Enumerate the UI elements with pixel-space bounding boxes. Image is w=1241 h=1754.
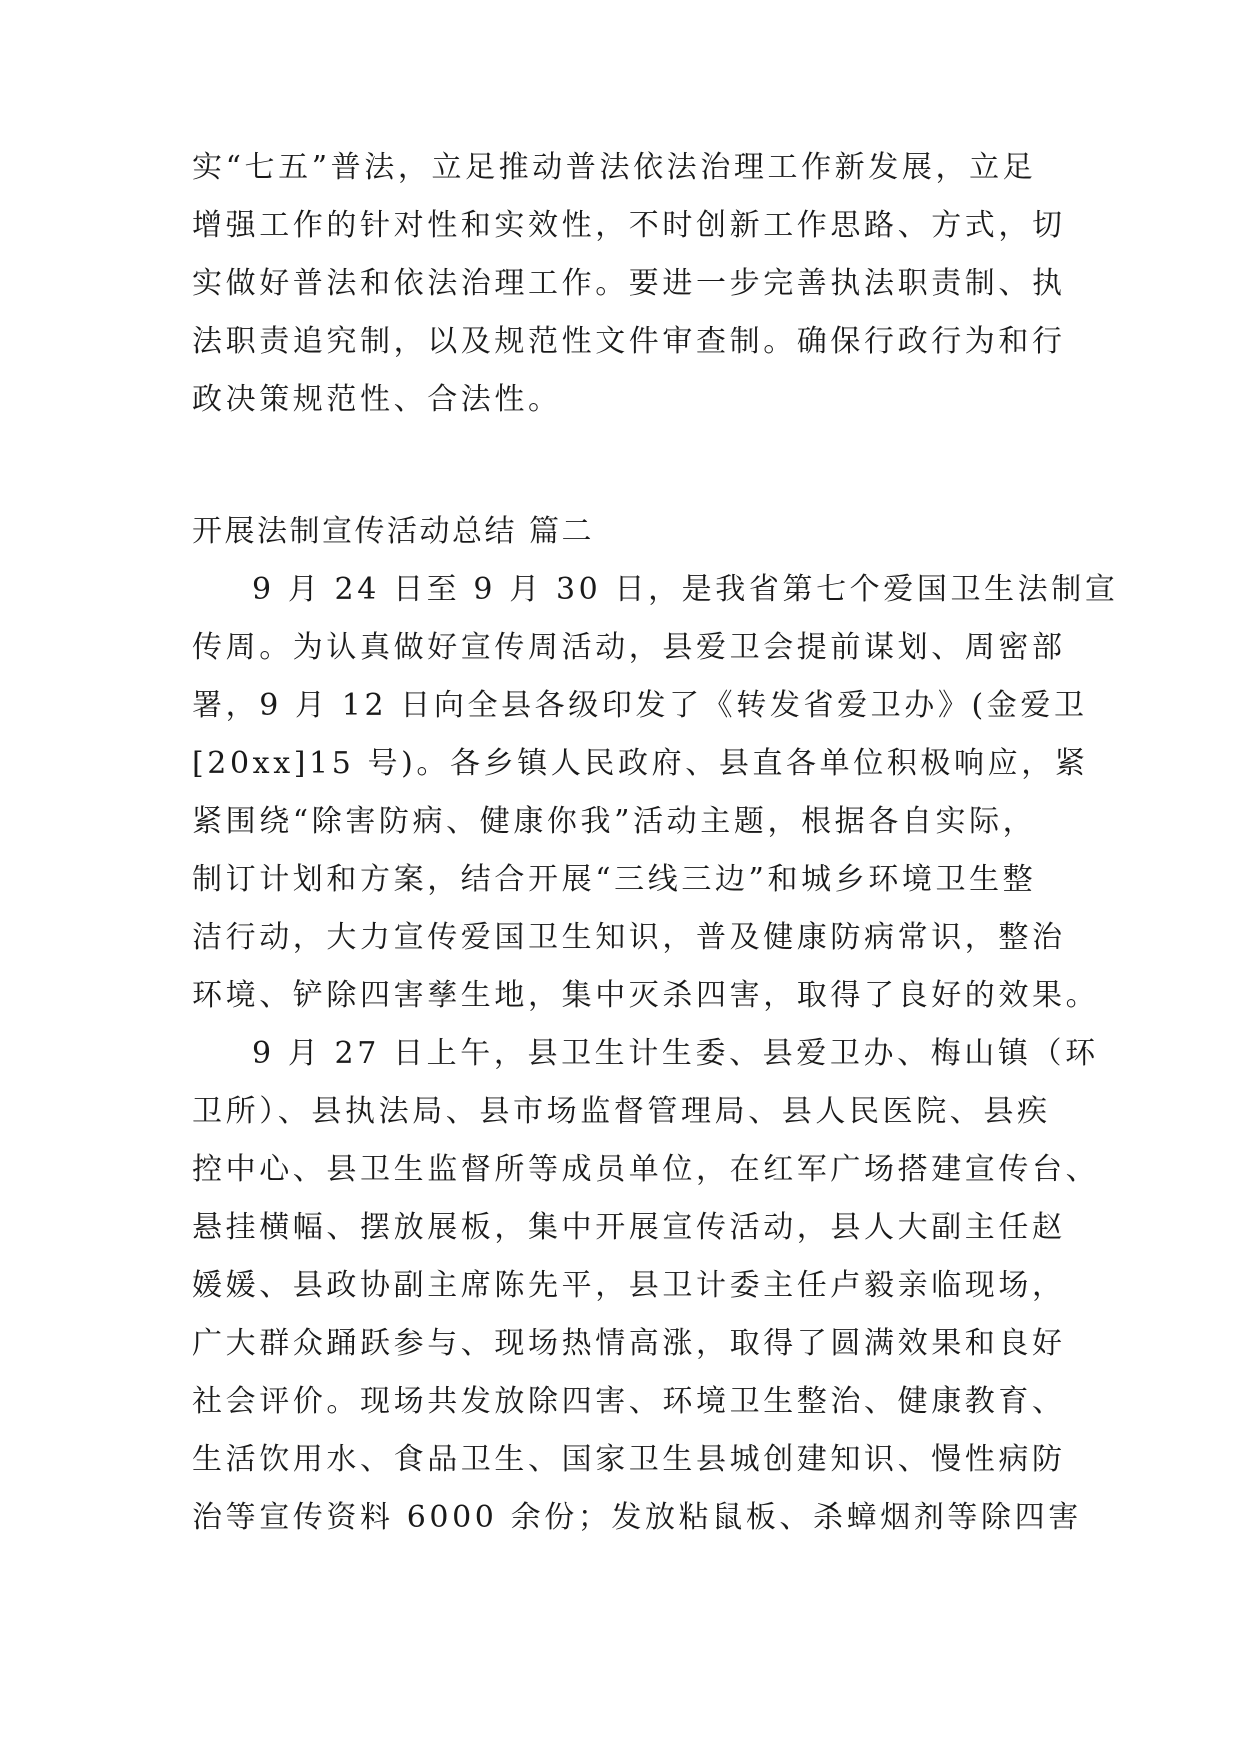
text-line: 治等宣传资料 6000 余份；发放粘鼠板、杀蟑烟剂等除四害 bbox=[192, 1500, 1082, 1535]
text-line: 洁行动，大力宣传爱国卫生知识，普及健康防病常识，整治 bbox=[192, 920, 1066, 955]
text-line: 增强工作的针对性和实效性，不时创新工作思路、方式，切 bbox=[192, 208, 1066, 243]
text-line: 署，9 月 12 日向全县各级印发了《转发省爱卫办》(金爱卫 bbox=[192, 688, 1088, 723]
text-line: 悬挂横幅、摆放展板，集中开展宣传活动，县人大副主任赵 bbox=[192, 1210, 1066, 1245]
text-line: 实做好普法和依法治理工作。要进一步完善执法职责制、执 bbox=[192, 266, 1066, 301]
text-line: 环境、铲除四害孳生地，集中灭杀四害，取得了良好的效果。 bbox=[192, 978, 1100, 1013]
text-line: 9 月 24 日至 9 月 30 日，是我省第七个爱国卫生法制宣 bbox=[252, 572, 1119, 607]
text-line: 生活饮用水、食品卫生、国家卫生县城创建知识、慢性病防 bbox=[192, 1442, 1066, 1477]
text-line: [20xx]15 号)。各乡镇人民政府、县直各单位积极响应，紧 bbox=[192, 746, 1089, 781]
text-line: 实“七五”普法，立足推动普法依法治理工作新发展，立足 bbox=[192, 150, 1037, 185]
text-line: 控中心、县卫生监督所等成员单位，在红军广场搭建宣传台、 bbox=[192, 1152, 1100, 1187]
text-line: 社会评价。现场共发放除四害、环境卫生整治、健康教育、 bbox=[192, 1384, 1066, 1419]
text-line: 制订计划和方案，结合开展“三线三边”和城乡环境卫生整 bbox=[192, 862, 1037, 897]
text-line: 9 月 27 日上午，县卫生计生委、县爱卫办、梅山镇（环 bbox=[252, 1036, 1099, 1071]
text-line: 卫所）、县执法局、县市场监督管理局、县人民医院、县疾 bbox=[192, 1094, 1051, 1129]
text-line: 紧围绕“除害防病、健康你我”活动主题，根据各自实际， bbox=[192, 804, 1037, 839]
section-heading: 开展法制宣传活动总结 篇二 bbox=[192, 514, 595, 549]
text-line: 广大群众踊跃参与、现场热情高涨，取得了圆满效果和良好 bbox=[192, 1326, 1066, 1361]
text-line: 政决策规范性、合法性。 bbox=[192, 382, 562, 417]
text-line: 媛媛、县政协副主席陈先平，县卫计委主任卢毅亲临现场， bbox=[192, 1268, 1066, 1303]
text-line: 法职责追究制，以及规范性文件审查制。确保行政行为和行 bbox=[192, 324, 1066, 359]
text-line: 传周。为认真做好宣传周活动，县爱卫会提前谋划、周密部 bbox=[192, 630, 1066, 665]
